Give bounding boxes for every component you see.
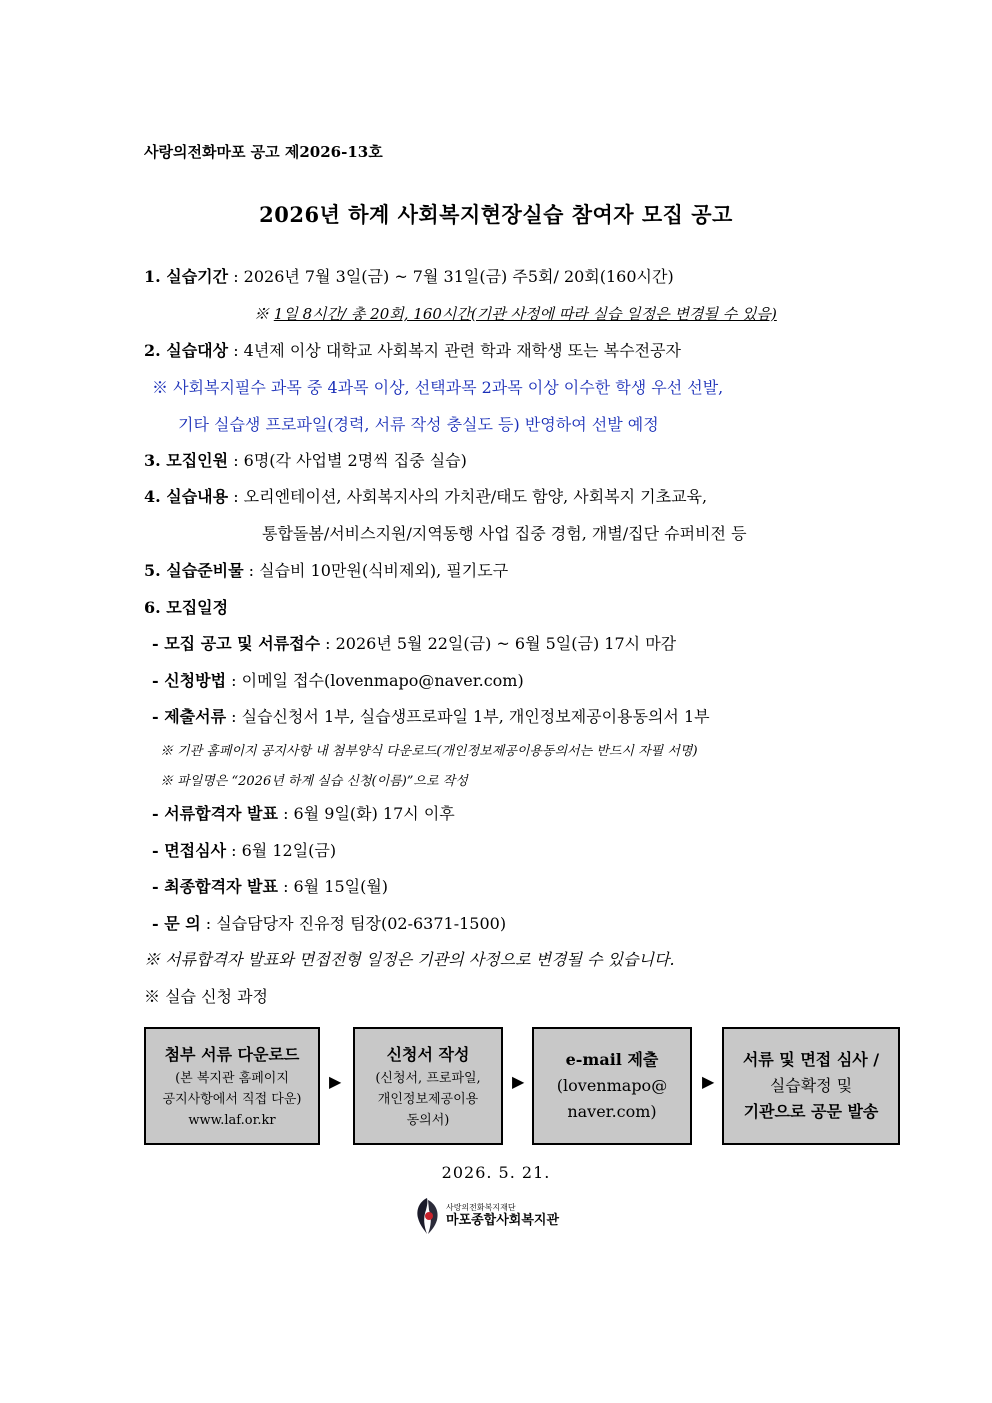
flow-step-email — [532, 1027, 692, 1145]
flow-step-4-line-3: 기관으로 공문 발송 — [743, 1102, 879, 1121]
schedule-row-2 — [152, 671, 524, 691]
logo-emblem-icon — [414, 1196, 440, 1236]
flow-step-3-line-2: (lovenmapo@ — [556, 1076, 668, 1095]
schedule-row-7 — [152, 914, 506, 934]
flow-arrow-1: ▶ — [329, 1072, 342, 1091]
section-4-value-2: 통합돌봄/서비스지원/지역동행 사업 집중 경험, 개별/집단 슈퍼비전 등 — [262, 524, 747, 543]
section-4 — [144, 487, 707, 507]
schedule-row-3-note-1: ※ 기관 홈페이지 공지사항 내 첨부양식 다운로드(개인정보제공이용동의서는 반드시 자필 서명) — [160, 744, 698, 759]
flow-step-2-title: 신청서 작성 — [386, 1044, 470, 1064]
flow-step-1-title: 첨부 서류 다운로드 — [164, 1044, 300, 1064]
section-2-label: 2. 실습대상 — [144, 341, 229, 360]
flow-step-review — [722, 1027, 900, 1145]
schedule-row-1-label: - 모집 공고 및 서류접수 — [152, 634, 321, 653]
section-2-note-2: 기타 실습생 프로파일(경력, 서류 작성 충실도 등) 반영하여 선발 예정 — [178, 415, 659, 434]
schedule-row-5-value: : 6월 12일(금) — [226, 841, 337, 860]
schedule-row-7-label: - 문 의 — [152, 914, 201, 933]
section-1-label: 1. 실습기간 — [144, 267, 229, 286]
flow-step-download — [144, 1027, 320, 1145]
schedule-row-5 — [152, 841, 336, 861]
section-1 — [144, 267, 674, 287]
schedule-row-1 — [152, 634, 676, 654]
schedule-row-4-value: : 6월 9일(화) 17시 이후 — [277, 804, 455, 823]
flow-step-application — [353, 1027, 503, 1145]
schedule-row-3-value: : 실습신청서 1부, 실습생프로파일 1부, 개인정보제공이용동의서 1부 — [226, 707, 710, 726]
organization-logo — [414, 1196, 559, 1236]
flow-step-1-line-3: www.laf.or.kr — [188, 1112, 276, 1128]
section-2-note-1: ※ 사회복지필수 과목 중 4과목 이상, 선택과목 2과목 이상 이수한 학생 우선 선발, — [152, 378, 724, 397]
issue-date: 2026. 5. 21. — [441, 1163, 551, 1182]
flow-arrow-3: ▶ — [702, 1072, 715, 1091]
schedule-notice: ※ 서류합격자 발표와 면접전형 일정은 기관의 사정으로 변경될 수 있습니다. — [144, 950, 675, 969]
section-3 — [144, 451, 467, 471]
section-4-value-1: : 오리엔테이션, 사회복지사의 가치관/태도 함양, 사회복지 기초교육, — [228, 487, 708, 506]
notice-number: 사랑의전화마포 공고 제2026-13호 — [144, 143, 383, 161]
process-title: ※ 실습 신청 과정 — [144, 987, 268, 1006]
schedule-row-4 — [152, 804, 455, 824]
section-3-label: 3. 모집인원 — [144, 451, 229, 470]
section-6-label: 6. 모집일정 — [144, 598, 229, 617]
schedule-row-4-label: - 서류합격자 발표 — [152, 804, 278, 823]
flow-step-2-line-1: (신청서, 프로파일, — [375, 1070, 481, 1086]
logo-name: 마포종합사회복지관 — [446, 1213, 560, 1228]
section-2 — [144, 341, 681, 361]
schedule-row-3-label: - 제출서류 — [152, 707, 227, 726]
flow-step-1-line-1: (본 복지관 홈페이지 — [175, 1070, 289, 1086]
schedule-row-2-value: : 이메일 접수(lovenmapo@naver.com) — [226, 671, 524, 690]
section-1-value: : 2026년 7월 3일(금) ~ 7월 31일(금) 주5회/ 20회(160시간) — [228, 267, 674, 286]
flow-step-3-line-1: e-mail 제출 — [565, 1050, 659, 1069]
section-1-note — [254, 304, 777, 324]
section-5-label: 5. 실습준비물 — [144, 561, 244, 580]
section-2-value: : 4년제 이상 대학교 사회복지 관련 학과 재학생 또는 복수전공자 — [228, 341, 681, 360]
flow-arrow-2: ▶ — [512, 1072, 525, 1091]
flow-step-3-line-3: naver.com) — [567, 1102, 657, 1121]
flow-step-4-line-1: 서류 및 면접 심사 / — [742, 1050, 880, 1069]
section-5 — [144, 561, 508, 581]
schedule-row-6-label: - 최종합격자 발표 — [152, 877, 278, 896]
schedule-row-3 — [152, 707, 710, 727]
schedule-row-2-label: - 신청방법 — [152, 671, 227, 690]
section-4-label: 4. 실습내용 — [144, 487, 229, 506]
section-3-value: : 6명(각 사업별 2명씩 집중 실습) — [228, 451, 467, 470]
schedule-row-6 — [152, 877, 388, 897]
schedule-row-3-note-2: ※ 파일명은 “2026년 하계 실습 신청(이름)”으로 작성 — [160, 774, 468, 789]
flow-step-2-line-2: 개인정보제공이용 — [377, 1091, 479, 1107]
schedule-row-5-label: - 면접심사 — [152, 841, 227, 860]
flow-step-1-line-2: 공지사항에서 직접 다운) — [162, 1091, 302, 1107]
section-1-note-text: 1일 8시간/ 총 20회, 160시간(기관 사정에 따라 실습 일정은 변경될 수 있음) — [273, 305, 777, 323]
flow-step-2-line-3: 동의서) — [406, 1112, 450, 1128]
flow-step-4-line-2: 실습확정 및 — [769, 1076, 853, 1095]
logo-text — [446, 1203, 559, 1229]
logo-subtitle: 사랑의전화복지재단 — [446, 1203, 516, 1212]
section-5-value: : 실습비 10만원(식비제외), 필기도구 — [243, 561, 509, 580]
schedule-row-7-value: : 실습담당자 진유정 팀장(02-6371-1500) — [200, 914, 507, 933]
page-title: 2026년 하계 사회복지현장실습 참여자 모집 공고 — [259, 202, 733, 227]
note-mark: ※ — [254, 305, 274, 323]
schedule-row-6-value: : 6월 15일(월) — [277, 877, 389, 896]
schedule-row-1-value: : 2026년 5월 22일(금) ~ 6월 5일(금) 17시 마감 — [320, 634, 677, 653]
